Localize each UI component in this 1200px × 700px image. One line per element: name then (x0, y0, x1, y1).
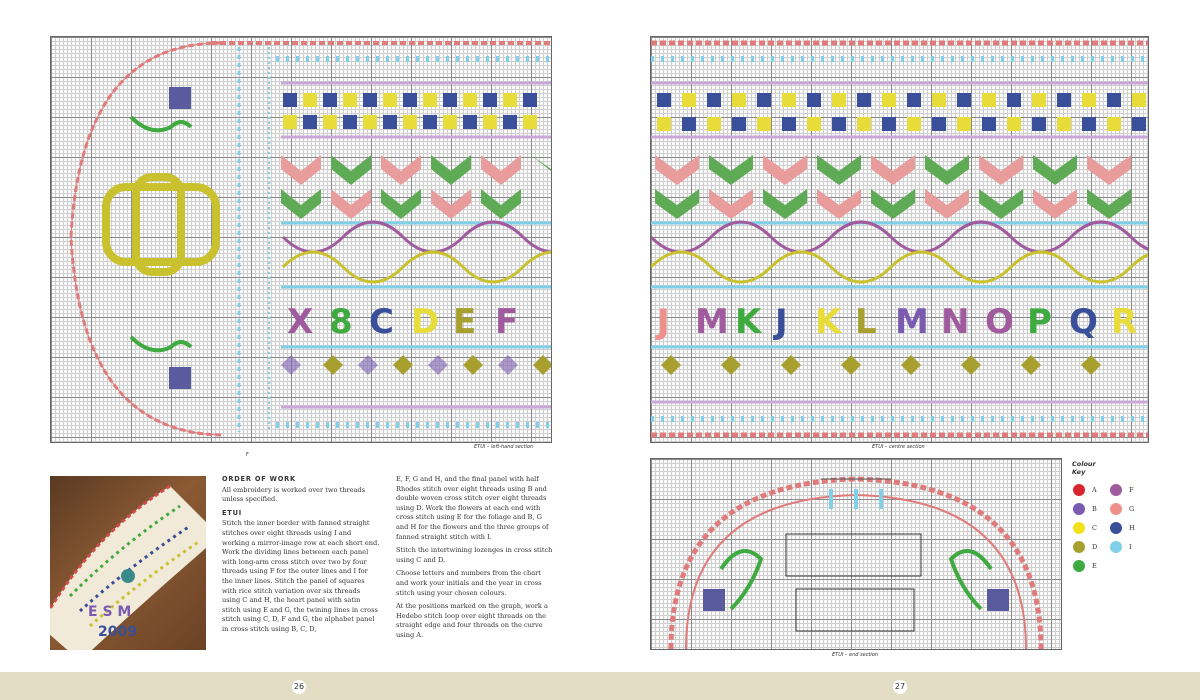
svg-text:J: J (657, 302, 670, 342)
colour-swatch-label: I (1129, 543, 1132, 551)
svg-text:P: P (1027, 302, 1052, 342)
colour-swatch-label: G (1129, 505, 1135, 513)
colour-swatch-label: H (1129, 524, 1135, 532)
svg-text:D: D (411, 302, 440, 342)
etui-paragraph-1: Stitch the inner border with fanned straight stitches over eight threads using I and working a mirror-image row at each short end. Work the dividing lines between each panel with long-arm cross stitch over two by four threads using F for the outer lines and I for the inner lines. Stitch the panel of squares with rice stitch variation over six threads using C and H, the heart panel with satin stitch using E and G, the twining lines in cross stitch using C, D, F and G, the alphabet panel in cross stitch using B, C, D, (222, 519, 380, 633)
etui-photo (50, 476, 206, 650)
svg-text:N: N (941, 302, 970, 342)
colour-swatch-label: B (1092, 505, 1097, 513)
colour-swatch-label: F (1129, 486, 1134, 494)
page-number-right: 27 (893, 680, 907, 694)
page-number-left: 26 (292, 680, 306, 694)
left-chart-stitches (51, 37, 551, 442)
colour-swatch (1073, 522, 1085, 534)
colour-key-item (1073, 484, 1097, 496)
guide-letter (246, 452, 249, 458)
svg-text:K: K (735, 302, 762, 342)
photo-initials: E S M (88, 604, 132, 620)
svg-text:C: C (369, 302, 394, 342)
colour-swatch-label: C (1092, 524, 1097, 532)
etui-paragraph-5: At the positions marked on the graph, work a Hedebo stitch loop over eight threads on the straight edge and four threads on the curve using A. (396, 602, 548, 639)
svg-text:M: M (895, 302, 929, 342)
colour-swatch (1073, 541, 1085, 553)
colour-swatch-label: D (1092, 543, 1098, 551)
colour-key-item (1073, 503, 1097, 515)
end-chart-stitches (651, 459, 1061, 649)
svg-text:M: M (695, 302, 729, 342)
colour-key-item (1073, 541, 1097, 553)
svg-text:L: L (855, 302, 877, 342)
svg-text:O: O (985, 302, 1014, 342)
left-chart-caption (474, 444, 533, 450)
colour-swatch (1110, 484, 1122, 496)
colour-swatch (1110, 541, 1122, 553)
svg-text:J: J (775, 302, 788, 342)
colour-key (1072, 460, 1142, 476)
colour-key-item (1073, 560, 1097, 572)
end-chart-caption (832, 652, 878, 658)
svg-text:E: E (453, 302, 477, 342)
colour-swatch-label: E (1092, 562, 1097, 570)
centre-chart-stitches (651, 37, 1148, 442)
svg-text:K: K (815, 302, 842, 342)
colour-swatch-label: A (1092, 486, 1097, 494)
colour-swatch (1110, 503, 1122, 515)
order-of-work-heading: ORDER OF WORK (222, 475, 296, 483)
instructions-column-2 (396, 475, 554, 645)
colour-swatch (1110, 522, 1122, 534)
colour-key-item (1110, 541, 1132, 553)
svg-text:8: 8 (329, 302, 353, 342)
centre-chart-caption-text: ETUI – centre section (872, 444, 925, 450)
colour-key-item (1110, 522, 1135, 534)
etui-photo-illustration (50, 476, 206, 650)
svg-text:R: R (1111, 302, 1138, 342)
etui-paragraph-4: Choose letters and numbers from the chart and work your initials and the year in cross stitch using your chosen colours. (396, 569, 542, 597)
etui-heading: ETUI (222, 508, 243, 517)
colour-key-item (1110, 484, 1134, 496)
end-section-chart (650, 458, 1062, 650)
colour-key-item (1073, 522, 1097, 534)
photo-year: 2009 (98, 624, 137, 640)
svg-text:X: X (287, 302, 314, 342)
left-chart-caption-text: ETUI – left-hand section (474, 444, 534, 450)
etui-paragraph-3: Stitch the intertwining lozenges in cross stitch using C and D. (396, 546, 553, 564)
order-of-work-text: All embroidery is worked over two threads unless specified. (222, 485, 366, 504)
colour-swatch (1073, 503, 1085, 515)
svg-text:F: F (495, 302, 519, 342)
etui-paragraph-2: E, F, G and H, and the final panel with half Rhodes stitch over eight threads using B and double woven cross stitch over eight threads using D. Work the flowers at each end with cross stitch using E for the foliage and B, G and H for the flowers and the three groups of fanned straight stitch with I. (396, 475, 549, 541)
svg-text:Q: Q (1069, 302, 1098, 342)
colour-swatch (1073, 484, 1085, 496)
centre-chart-caption (872, 444, 925, 450)
guide-letter-text: F (246, 452, 249, 458)
colour-key-title-line1: Colour (1072, 460, 1096, 468)
end-chart-caption-text: ETUI – end section (832, 652, 879, 658)
colour-swatch (1073, 560, 1085, 572)
colour-key-item (1110, 503, 1134, 515)
left-hand-section-chart (50, 36, 552, 443)
instructions-column-1 (222, 475, 380, 639)
colour-key-title-line2: Key (1072, 468, 1086, 476)
centre-section-chart (650, 36, 1149, 443)
page-footer-band (0, 672, 1200, 700)
